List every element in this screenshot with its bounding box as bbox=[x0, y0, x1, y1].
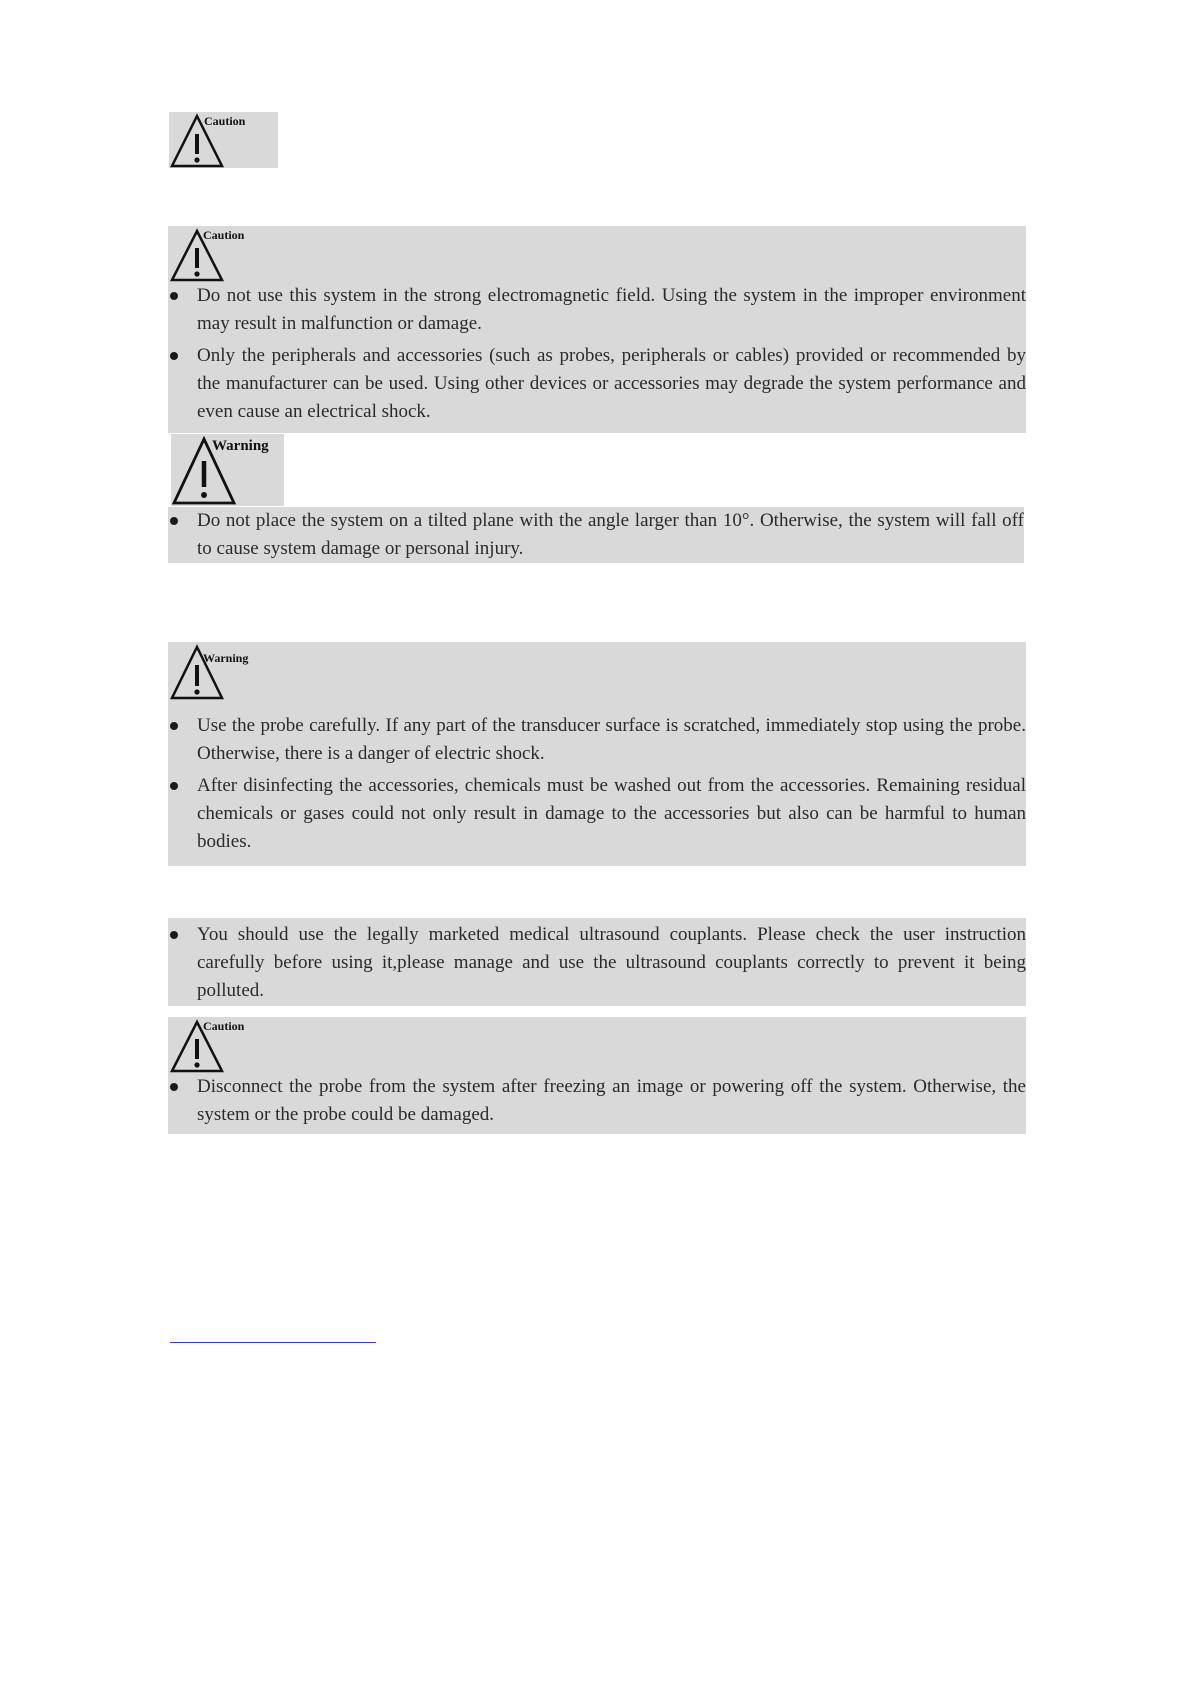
list-item: Only the peripherals and accessories (such as probes, peripherals or cables) provided or recommended by the manufacturer can be used. Using other devices or accessories may degrade the system performance and even cause an electrical shock. bbox=[168, 342, 1026, 426]
list-item: Disconnect the probe from the system after freezing an image or powering off the system. Otherwise, the system or the probe could be damaged. bbox=[168, 1073, 1026, 1129]
list-item: After disinfecting the accessories, chemicals must be washed out from the accessories. Remaining residual chemicals or gases could not only result in damage to the accessories but also can be harmful to human bodies. bbox=[168, 772, 1026, 856]
list-item: Use the probe carefully. If any part of the transducer surface is scratched, immediately stop using the probe. Otherwise, there is a danger of electric shock. bbox=[168, 712, 1026, 768]
warning-label: Warning bbox=[203, 651, 249, 665]
caution-label: Caution bbox=[203, 228, 245, 242]
caution-label: Caution bbox=[204, 114, 246, 128]
bullet-list bbox=[168, 712, 1026, 856]
bullet-list bbox=[168, 921, 1026, 1005]
bullet-list bbox=[168, 507, 1024, 563]
warning-block-probe bbox=[168, 642, 1026, 866]
warning-sign bbox=[171, 434, 284, 506]
footnote-separator bbox=[170, 1342, 376, 1343]
warning-label: Warning bbox=[212, 438, 269, 454]
caution-block-disconnect bbox=[168, 1017, 1026, 1134]
list-item: Do not use this system in the strong electromagnetic field. Using the system in the improper environment may result in malfunction or damage. bbox=[168, 282, 1026, 338]
bullet-list bbox=[168, 1073, 1026, 1129]
caution-sign bbox=[169, 112, 278, 168]
caution-block-electromagnetic bbox=[168, 226, 1026, 433]
bullet-list bbox=[168, 282, 1026, 426]
info-block-couplant bbox=[168, 918, 1026, 1006]
warning-block-tilt bbox=[168, 507, 1024, 563]
caution-label: Caution bbox=[203, 1019, 245, 1033]
list-item: Do not place the system on a tilted plane with the angle larger than 10°. Otherwise, the system will fall off to cause system damage or personal injury. bbox=[168, 507, 1024, 563]
list-item: You should use the legally marketed medical ultrasound couplants. Please check the user instruction carefully before using it,please manage and use the ultrasound couplants correctly to prevent it being polluted. bbox=[168, 921, 1026, 1005]
